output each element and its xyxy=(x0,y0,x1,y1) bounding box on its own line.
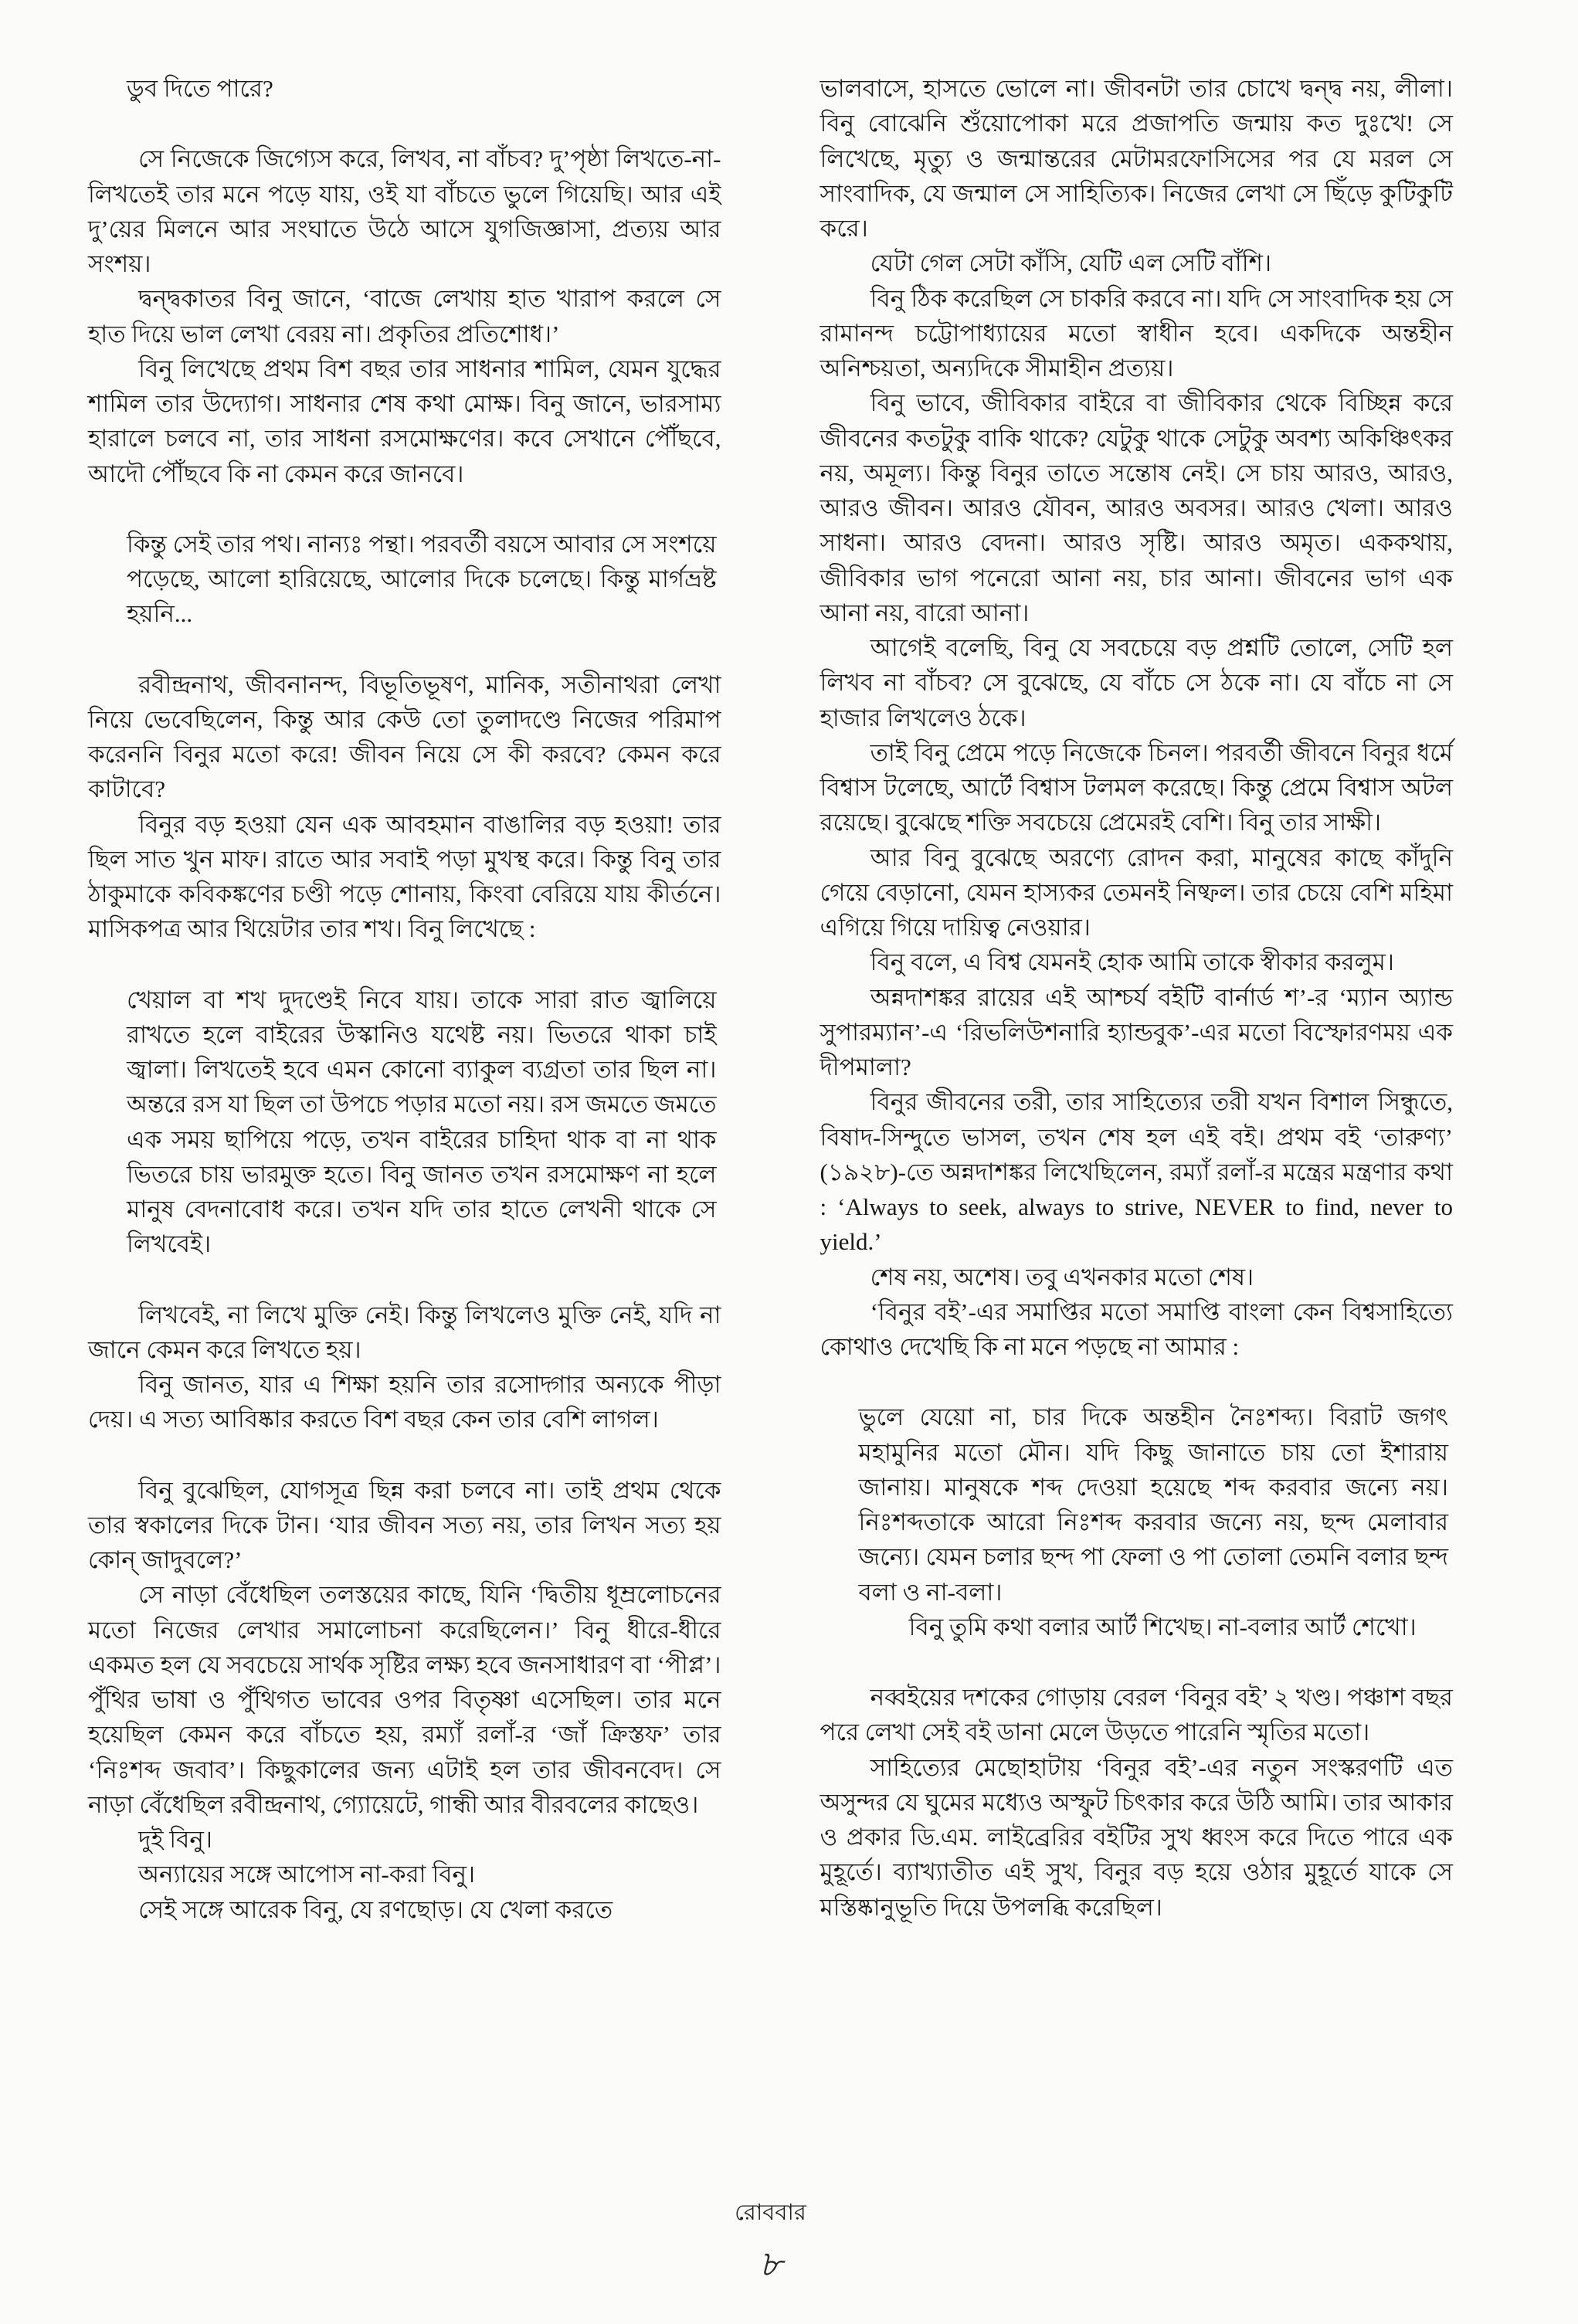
paragraph: কিন্তু সেই তার পথ। নান্যঃ পন্থা। পরবর্তী বয়সে আবার সে সংশয়ে পড়েছে, আলো হারিয়েছে, আলোর দিকে চলেছে। কিন্তু মার্গভ্রষ্ট হয়নি... xyxy=(127,530,717,628)
paragraph: দ্বন্দ্বকাতর বিনু জানে, ‘বাজে লেখায় হাত খারাপ করলে সে হাত দিয়ে ভাল লেখা বেরয় না। প্রকৃতির প্রতিশোধ।’ xyxy=(88,285,721,348)
text-columns xyxy=(88,71,1453,2181)
paragraph: খেয়াল বা শখ দুদণ্ডেই নিবে যায়। তাকে সারা রাত জ্বালিয়ে রাখতে হলে বাইরের উস্কানিও যথেষ্ট নয়। ভিতরে থাকা চাই জ্বালা। লিখতেই হবে এমন কোনো ব্যাকুল ব্যগ্রতা তার ছিল না। অন্তরে রস যা ছিল তা উপচে পড়ার মতো নয়। রস জমতে জমতে এক সময় ছাপিয়ে পড়ে, তখন বাইরের চাহিদা থাক বা না থাক ভিতরে চায় ভারমুক্ত হতে। বিনু জানত তখন রসমোক্ষণ না হলে মানুষ বেদনাবোধ করে। তখন যদি তার হাতে লেখনী থাকে সে লিখবেই। xyxy=(127,986,717,1258)
paragraph: বিনু লিখেছে প্রথম বিশ বছর তার সাধনার শামিল, যেমন যুদ্ধের শামিল তার উদ্যোগ। সাধনার শেষ কথা মোক্ষ। বিনু জানে, ভারসাম্য হারালে চলবে না, তার সাধনা রসমোক্ষণের। কবে সেখানে পৌঁছবে, আদৌ পৌঁছবে কি না কেমন করে জানবে। xyxy=(88,355,721,487)
page-number: ৮ xyxy=(758,2244,782,2284)
paragraph: অন্নদাশঙ্কর রায়ের এই আশ্চর্য বইটি বার্নার্ড শ’-র ‘ম্যান অ্যান্ড সুপারম্যান’-এ ‘রিভলিউশনারি হ্যান্ডবুক’-এর মতো বিস্ফোরণময় এক দীপমালা? xyxy=(820,983,1453,1081)
paragraph: বিনু ভাবে, জীবিকার বাইরে বা জীবিকার থেকে বিচ্ছিন্ন করে জীবনের কতটুকু বাকি থাকে? যেটুকু থাকে সেটুকু অবশ্য অকিঞ্চিৎকর নয়, অমূল্য। কিন্তু বিনুর তাতে সন্তোষ নেই। সে চায় আরও, আরও, আরও জীবন। আরও যৌবন, আরও অবসর। আরও খেলা। আরও সাধনা। আরও বেদনা। আরও সৃষ্টি। আরও অমৃত। এককথায়, জীবিকার ভাগ পনেরো আনা নয়, চার আনা। জীবনের ভাগ এক আনা নয়, বারো আনা। xyxy=(820,389,1453,626)
paragraph: তাই বিনু প্রেমে পড়ে নিজেকে চিনল। পরবর্তী জীবনে বিনুর ধর্মে বিশ্বাস টলেছে, আর্টে বিশ্বাস টলমল করেছে। কিন্তু প্রেমে বিশ্বাস অটল রয়েছে। বুঝেছে শক্তি সবচেয়ে প্রেমেরই বেশি। বিনু তার সাক্ষী। xyxy=(820,738,1453,836)
paragraph: লিখবেই, না লিখে মুক্তি নেই। কিন্তু লিখলেও মুক্তি নেই, যদি না জানে কেমন করে লিখতে হয়। xyxy=(88,1301,721,1363)
paragraph: বিনুর জীবনের তরী, তার সাহিত্যের তরী যখন বিশাল সিন্ধুতে, বিষাদ-সিন্দুতে ভাসল, তখন শেষ হল এই বই। প্রথম বই ‘তারুণ্য’ (১৯২৮)-তে অন্নদাশঙ্কর লিখেছিলেন, রম্যাঁ রলাঁ-র মন্ত্রের মন্ত্রণার কথা : ‘Always to seek, always to strive, NEVER to find, never to yield.’ xyxy=(820,1088,1453,1256)
paragraph: সে নাড়া বেঁধেছিল তলস্তয়ের কাছে, যিনি ‘দ্বিতীয় ধূম্রলোচনের মতো নিজের লেখার সমালোচনা করেছিলেন।’ বিনু ধীরে-ধীরে একমত হল যে সবচেয়ে সার্থক সৃষ্টির লক্ষ্য হবে জনসাধারণ বা ‘পীপ্ল’। পুঁথির ভাষা ও পুঁথিগত ভাবের ওপর বিতৃষ্ণা এসেছিল। তার মনে হয়েছিল কেমন করে বাঁচতে হয়, রম্যাঁ রলাঁ-র ‘জাঁ ক্রিস্তফ’ তার ‘নিঃশব্দ জবাব’। কিছুকালের জন্য এটাই হল তার জীবনবেদ। সে নাড়া বেঁধেছিল রবীন্দ্রনাথ, গ্যোয়েটে, গান্ধী আর বীরবলের কাছেও। xyxy=(88,1581,721,1818)
paragraph: বিনু বলে, এ বিশ্ব যেমনই হোক আমি তাকে স্বীকার করলুম। xyxy=(870,948,1394,976)
paragraph: দুই বিনু। xyxy=(138,1826,212,1853)
paragraph: ভালবাসে, হাসতে ভোলে না। জীবনটা তার চোখে দ্বন্দ্ব নয়, লীলা। বিনু বোঝেনি শুঁয়োপোকা মরে প্রজাপতি জন্মায় কত দুঃখে! সে লিখেছে, মৃত্যু ও জন্মান্তরের মেটামরফোসিসের পর যে মরল সে সাংবাদিক, যে জন্মাল সে সাহিত্যিক। নিজের লেখা সে ছিঁড়ে কুটিকুটি করে। xyxy=(820,75,1453,242)
paragraph: রবীন্দ্রনাথ, জীবনানন্দ, বিভূতিভূষণ, মানিক, সতীনাথরা লেখা নিয়ে ভেবেছিলেন, কিন্তু আর কেউ তো তুলাদণ্ডে নিজের পরিমাপ করেননি বিনুর মতো করে! জীবন নিয়ে সে কী করবে? কেমন করে কাটাবে? xyxy=(88,670,721,803)
paragraph: যেটা গেল সেটা কাঁসি, যেটি এল সেটি বাঁশি। xyxy=(870,249,1272,277)
section-name: রোববার xyxy=(735,2200,806,2225)
paragraph: নব্বইয়ের দশকের গোড়ায় বেরল ‘বিনুর বই’ ২ খণ্ড। পঞ্চাশ বছর পরে লেখা সেই বই ডানা মেলে উড়তে পারেনি স্মৃতির মতো। xyxy=(820,1684,1453,1746)
paragraph: শেষ নয়, অশেষ। তবু এখনকার মতো শেষ। xyxy=(870,1263,1254,1291)
paragraph: ভুলে যেয়ো না, চার দিকে অন্তহীন নৈঃশব্দ্য। বিরাট জগৎ মহামুনির মতো মৌন। যদি কিছু জানাতে চায় তো ইশারায় জানায়। মানুষকে শব্দ দেওয়া হয়েছে শব্দ করবার জন্যে নয়। নিঃশব্দতাকে আরো নিঃশব্দ করবার জন্যে নয়, ছন্দ মেলাবার জন্যে। যেমন চলার ছন্দ পা ফেলা ও পা তোলা তেমনি বলার ছন্দ বলা ও না-বলা। xyxy=(858,1403,1448,1606)
paragraph: ‘বিনুর বই’-এর সমাপ্তির মতো সমাপ্তি বাংলা কেন বিশ্বসাহিত্যে কোথাও দেখেছি কি না মনে পড়ছে না আমার : xyxy=(820,1298,1453,1360)
paragraph: বিনু জানত, যার এ শিক্ষা হয়নি তার রসোদ্গার অন্যকে পীড়া দেয়। এ সত্য আবিষ্কার করতে বিশ বছর কেন তার বেশি লাগল। xyxy=(88,1371,721,1433)
paragraph: সাহিত্যের মেছোহাটায় ‘বিনুর বই’-এর নতুন সংস্করণটি এত অসুন্দর যে ঘুমের মধ্যেও অস্ফুট চিৎকার করে উঠি আমি। তার আকার ও প্রকার ডি.এম. লাইব্রেরির বইটির সুখ ধ্বংস করে দিতে পারে এক মুহূর্তে। ব্যাখ্যাতীত এই সুখ, বিনুর বড় হয়ে ওঠার মুহূর্তে যাকে সে মস্তিষ্কানুভূতি দিয়ে উপলব্ধি করেছিল। xyxy=(820,1753,1453,1921)
paragraph: অন্যায়ের সঙ্গে আপোস না-করা বিনু। xyxy=(138,1861,476,1888)
right-column xyxy=(820,71,1454,1925)
paragraph: বিনুর বড় হওয়া যেন এক আবহমান বাঙালির বড় হওয়া! তার ছিল সাত খুন মাফ। রাতে আর সবাই পড়া মুখস্থ করে। কিন্তু বিনু তার ঠাকুমাকে কবিকঙ্কণের চণ্ডী পড়ে শোনায়, কিংবা বেরিয়ে যায় কীর্তনে। মাসিকপত্র আর থিয়েটার তার শখ। বিনু লিখেছে : xyxy=(88,810,721,943)
left-column xyxy=(88,71,721,1927)
paragraph: বিনু তুমি কথা বলার আর্ট শিখেছ। না-বলার আর্ট শেখো। xyxy=(908,1613,1417,1640)
paragraph: আগেই বলেছি, বিনু যে সবচেয়ে বড় প্রশ্নটি তোলে, সেটি হল লিখব না বাঁচব? সে বুঝেছে, যে বাঁচে সে ঠকে না। যে বাঁচে না সে হাজার লিখলেও ঠকে। xyxy=(820,634,1453,731)
paragraph: বিনু ঠিক করেছিল সে চাকরি করবে না। যদি সে সাংবাদিক হয় সে রামানন্দ চট্টোপাধ্যায়ের মতো স্বাধীন হবে। একদিকে অন্তহীন অনিশ্চয়তা, অন্যদিকে সীমাহীন প্রত্যয়। xyxy=(820,284,1453,382)
paragraph: সে নিজেকে জিগ্যেস করে, লিখব, না বাঁচব? দু’পৃষ্ঠা লিখতে-না-লিখতেই তার মনে পড়ে যায়, ওই যা বাঁচতে ভুলে গিয়েছি। আর এই দু’য়ের মিলনে আর সংঘাতে উঠে আসে যুগজিজ্ঞাসা, প্রত্যয় আর সংশয়। xyxy=(88,145,721,277)
page-footer xyxy=(88,2181,1453,2296)
paragraph: বিনু বুঝেছিল, যোগসূত্র ছিন্ন করা চলবে না। তাই প্রথম থেকে তার স্বকালের দিকে টান। ‘যার জীবন সত্য নয়, তার লিখন সত্য হয় কোন্ জাদুবলে?’ xyxy=(88,1476,721,1573)
paragraph: সেই সঙ্গে আরেক বিনু, যে রণছোড়। যে খেলা করতে xyxy=(138,1895,613,1923)
paragraph: আর বিনু বুঝেছে অরণ্যে রোদন করা, মানুষের কাছে কাঁদুনি গেয়ে বেড়ানো, যেমন হাস্যকর তেমনই নিষ্ফল। তার চেয়ে বেশি মহিমা এগিয়ে গিয়ে দায়িত্ব নেওয়ার। xyxy=(820,843,1453,941)
paragraph: ডুব দিতে পারে? xyxy=(127,75,273,102)
